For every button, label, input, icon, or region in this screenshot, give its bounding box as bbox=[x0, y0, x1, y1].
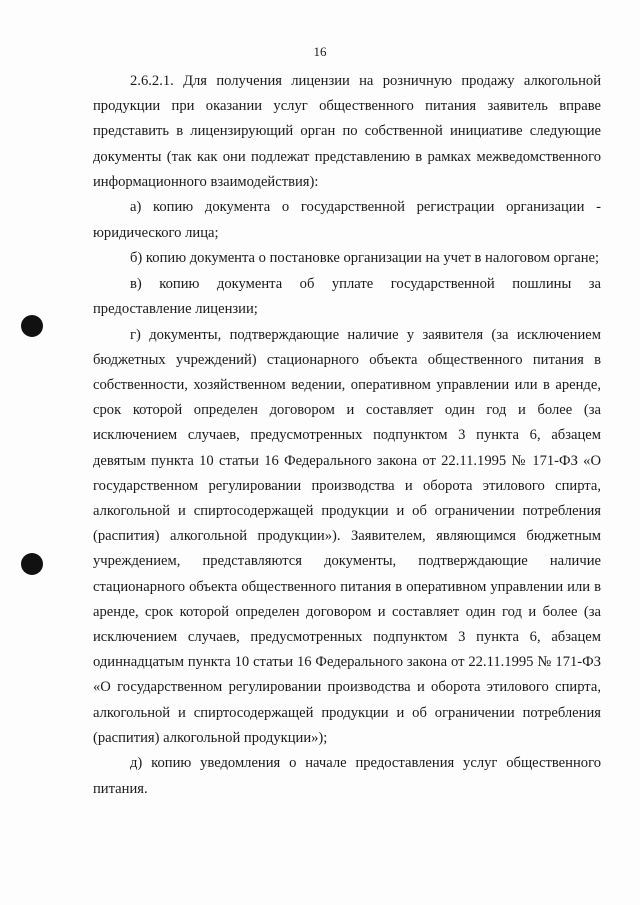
page-number: 16 bbox=[313, 44, 327, 59]
punch-hole-mark bbox=[21, 553, 43, 575]
list-item-v: в) копию документа об уплате государственной пошлины за предоставление лицензии; bbox=[93, 275, 601, 317]
list-item-d: д) копию уведомления о начале предоставления услуг общественного питания. bbox=[93, 755, 601, 797]
list-item-b: б) копию документа о постановке организации на учет в налоговом органе; bbox=[130, 250, 600, 267]
paragraph-intro: 2.6.2.1. Для получения лицензии на розничную продажу алкогольной продукции при оказании услуг общественного питания заявитель вправе представить в лицензирующий орган по собственной инициативе следующие документы (так как они подлежат представлению в рамках межведомственного информационного взаимодействия): bbox=[93, 73, 601, 190]
document-body bbox=[93, 69, 601, 802]
punch-hole-mark bbox=[21, 315, 43, 337]
list-item-a: а) копию документа о государственной регистрации организации - юридического лица; bbox=[93, 199, 601, 241]
list-item-g: г) документы, подтверждающие наличие у заявителя (за исключением бюджетных учреждений) стационарного объекта общественного питания в собственности, хозяйственном ведении, оперативном управлении или в аренде, срок которой определен договором и составляет один год и более (за исключением случаев, предусмотренных подпунктом 3 пункта 6, абзацем девятым пункта 10 статьи 16 Федерального закона от 22.11.1995 № 171-ФЗ «О государственном регулировании производства и оборота этилового спирта, алкогольной и спиртосодержащей продукции и об ограничении потребления (распития) алкогольной продукции»). Заявителем, являющимся бюджетным учреждением, представляются документы, подтверждающие наличие стационарного объекта общественного питания в оперативном управлении или в аренде, срок которой определен договором и составляет один год и более (за исключением случаев, предусмотренных подпунктом 3 пункта 6, абзацем одиннадцатым пункта 10 статьи 16 Федерального закона от 22.11.1995 № 171-ФЗ «О государственном регулировании производства и оборота этилового спирта, алкогольной и спиртосодержащей продукции и об ограничении потребления (распития) алкогольной продукции»); bbox=[93, 326, 601, 746]
